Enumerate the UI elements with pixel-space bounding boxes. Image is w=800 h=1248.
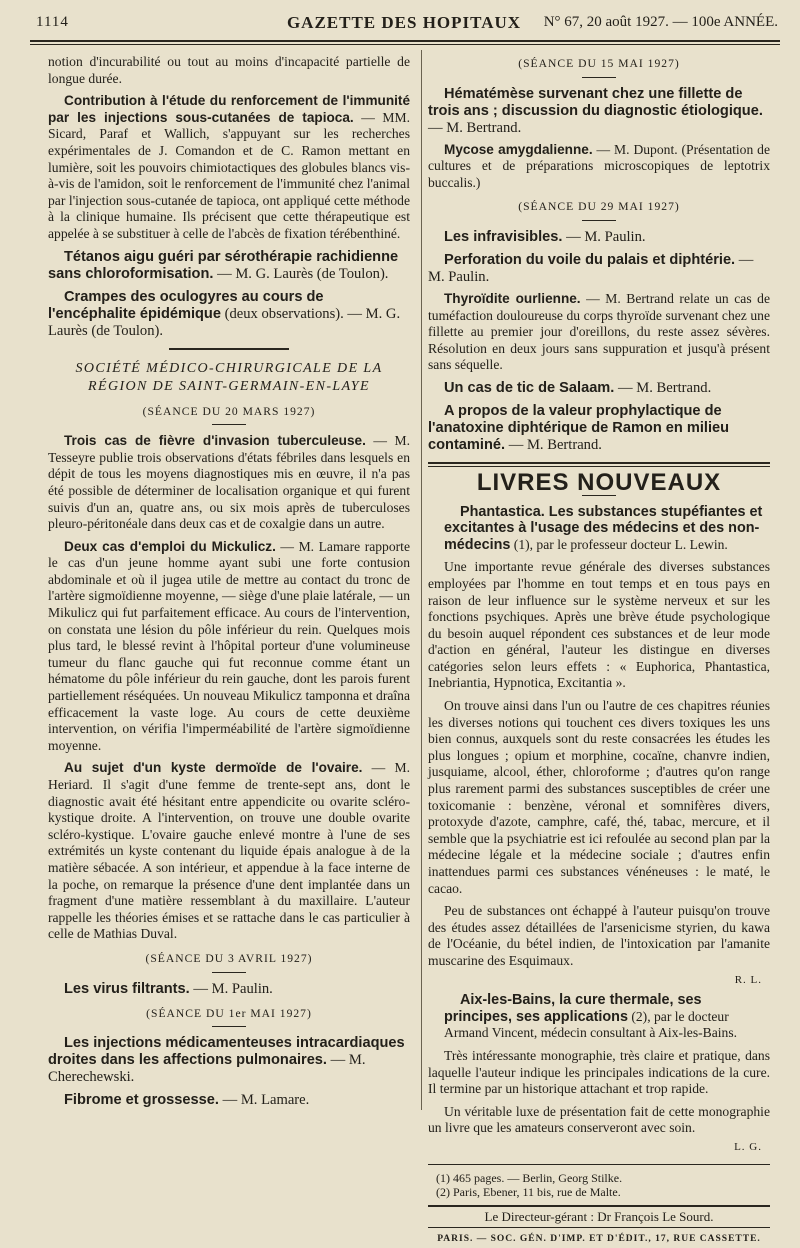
article (48, 760, 410, 943)
paragraph: Très intéressante monographie, très claire et pratique, dans laquelle l'auteur indique les principales indications de la cure. Il termine par un historique attachant et trop rapide. (428, 1047, 770, 1097)
article-heading (428, 229, 770, 246)
issue-info: N° 67, 20 août 1927. — 100e ANNÉE. (543, 14, 778, 30)
footnote: (1) 465 pages. — Berlin, Georg Stilke. (436, 1170, 623, 1185)
article (48, 539, 410, 755)
paragraph: Un véritable luxe de présentation fait de cette monographie un livre que les amateurs conserveront avec soin. (428, 1103, 770, 1136)
session-date: (SÉANCE DU 3 AVRIL 1927) (145, 951, 313, 965)
article-title: Deux cas d'emploi du Mickulicz. (64, 538, 276, 554)
session-date: (SÉANCE DU 29 MAI 1927) (518, 200, 680, 214)
heading-title: Un cas de tic de Salaam. (444, 379, 615, 396)
article-title: Mycose amygdalienne. (444, 141, 593, 157)
heading-author: — M. Paulin. (189, 980, 273, 997)
article-title: Au sujet d'un kyste dermoïde de l'ovaire. (64, 760, 363, 776)
article-body: — MM. Sicard, Paraf et Wallich, s'appuyant sur les recherches expérimentales de J. Comandon et de C. Ramon mettant en lumière, soit les pouvoirs chimiotactiques des globules blancs vis-à-vis de l'amidon, soit le renforcement de l'immunité chez l'animal par l'injection sous-cutanée de tapioca, ont appliqué cette méthode à la clinique humaine. Ils précisent que cette thérapeutique est appelée à se substituer à celle de l'abcès de fixation térébenthiné. (48, 109, 410, 241)
book-author: (2), par le docteur Armand Vincent, médecin consultant à Aix-les-Bains. (444, 1008, 738, 1041)
short-rule (582, 77, 616, 78)
article-heading (428, 403, 770, 454)
article (428, 142, 770, 192)
heading-author: (deux observations). — M. G. Laurès (de Toulon). (48, 305, 401, 339)
article-heading (428, 380, 770, 397)
paragraph: On trouve ainsi dans l'un ou l'autre de ces chapitres réunies les diverses notions qui touchent ces divers toxiques les uns bien connus, auxquels sont du reste consacrées les études les plus longues ; opium et morphine, cocaïne, chanvre indien, jusquiame, alcool, éther, chloroforme ; d'autres qu'on range plus rarement parmi des substances susceptibles de créer une toxicomanie : benzène, véronal et somnifères divers, protoxyde d'azote, camphre, café, thé, tabac, mercure, et il semble que la psychiatrie est ici refoulée au second plan par la médecine légale et la médecine sociale ; d'autres enfin inattendues parmi ces substances vénéneuses : le maté, le cacao. (428, 698, 770, 896)
heading-title: Fibrome et grossesse. (64, 1092, 219, 1109)
publisher-line: Le Directeur-gérant : Dr François Le Sourd. (428, 1205, 770, 1229)
header-rule-thin (30, 44, 780, 45)
page-header (30, 8, 778, 38)
heading-author: — M. Paulin. (562, 228, 646, 245)
book-heading (428, 992, 770, 1042)
section-double-rule (428, 462, 770, 467)
section-title: LIVRES NOUVEAUX (476, 468, 722, 496)
journal-title: GAZETTE DES HOPITAUX (286, 13, 522, 32)
heading-author: — M. Lamare. (218, 1092, 310, 1109)
article-title: Trois cas de fièvre d'invasion tuberculeuse. (64, 433, 366, 449)
heading-title: Tétanos aigu guéri par sérothérapie rachidienne sans chloroformisation. (48, 248, 399, 282)
session-date: (SÉANCE DU 1er MAI 1927) (146, 1006, 312, 1020)
footnotes (428, 1164, 770, 1199)
article-body: — M. Heriard. Il s'agit d'une femme de trente-sept ans, dont le diagnostic avait été hésitant entre appendicite ou ovarite scléro-kystique droite. A l'intervention, on trouve une double ovarite scléro-kystique. L'ovaire gauche enlevé montre à l'une de ses extrémités un kyste contenant du liquide épais analogue à de la matière sébacée. A son intérieur, et appendue à la face interne de la poche, on remarque la présence d'une dent implantée dans un fragment d'une matière ressemblant à du maxillaire. L'auteur rappelle les théories émises et se rattache dans le cas particulier à celle de Mathias Duval. (48, 760, 410, 942)
right-column (428, 54, 770, 1248)
article (428, 291, 770, 374)
article (48, 93, 410, 242)
article-heading (48, 249, 410, 283)
article-heading (48, 1035, 410, 1086)
article-heading (428, 86, 770, 137)
article (48, 433, 410, 533)
heading-title: Les virus filtrants. (64, 980, 190, 997)
short-rule (582, 220, 616, 221)
society-title: SOCIÉTÉ MÉDICO-CHIRURGICALE DE LA RÉGION DE SAINT-GERMAIN-EN-LAYE (75, 360, 383, 394)
printer-imprint: PARIS. — SOC. GÉN. D'IMP. ET D'ÉDIT., 17, RUE CASSETTE. (437, 1234, 761, 1245)
short-rule (212, 972, 246, 973)
heading-title: A propos de la valeur prophylactique de l'anatoxine diphtérique de Ramon en milieu contaminé. (428, 402, 730, 453)
heading-author: — M. G. Laurès (de Toulon). (213, 265, 389, 282)
article-heading (48, 1092, 410, 1109)
article-title: Thyroïdite ourlienne. (444, 290, 581, 306)
book-author: (1), par le professeur docteur L. Lewin. (510, 536, 728, 552)
heading-author: — M. Cherechewski. (48, 1052, 366, 1086)
paragraph: Une importante revue générale des diverses substances employées par l'homme en tout temps et en tous pays en raison de leur influence sur le système nerveux et sur les fonctions psychiques. Après une brève étude psychologique du besoin auquel répondent ces substances et de leur mode d'action en général, l'auteur les distingue en diverses catégories selon leurs effets : « Euphorica, Phantastica, Inebriantia, Hypnotica, Excitantia ». (428, 559, 770, 691)
article-heading (428, 252, 770, 286)
signature: L. G. (734, 1140, 762, 1153)
heading-title: Crampes des oculogyres au cours de l'encéphalite épidémique (48, 288, 324, 322)
heading-title: Perforation du voile du palais et diphtérie. (444, 251, 736, 268)
article-body: — M. Bertrand relate un cas de tuméfaction douloureuse du corps thyroïde survenant chez une fillette au premier jour d'oreillons, du reste assez sévères. Résolution en deux jours sans suppuration et jusqu'à présent sans séquelle. (428, 290, 771, 373)
heading-title: Hématémèse survenant chez une fillette de trois ans ; discussion du diagnostic étiologique. (428, 85, 763, 119)
heading-author: — M. Bertrand. (428, 119, 522, 136)
heading-title: Les injections médicamenteuses intracardiaques droites dans les affections pulmonaires. (48, 1035, 405, 1069)
header-rule (30, 40, 780, 42)
short-rule (212, 1026, 246, 1027)
session-date: (SÉANCE DU 15 MAI 1927) (518, 57, 680, 70)
page-number: 1114 (36, 14, 69, 30)
column-divider (421, 50, 422, 1110)
article-body: — M. Dupont. (Présentation de cultures et de préparations microscopiques de leptotrix buccalis.) (428, 141, 771, 190)
book-title: Phantastica. Les substances stupéfiantes et excitantes à l'usage des médecins et des non-médecins (444, 503, 763, 553)
heading-author: — M. Paulin. (428, 251, 754, 285)
article-title: Contribution à l'étude du renforcement de l'immunité par les injections sous-cutanées de tapioca. (48, 93, 410, 125)
article-heading (48, 981, 410, 998)
left-column (48, 54, 410, 1114)
section-rule (169, 348, 289, 350)
book-heading (428, 504, 770, 554)
article-body: — M. Lamare rapporte le cas d'un jeune homme ayant subi une forte contusion abdominale et où il jugea utile de mettre au contact du tronc de l'artère sigmoïdienne moyenne, — siège d'une plaie latérale, — un Mikulicz qui fut parfaitement efficace. Au cours de l'intervention, on constata une lésion du pôle inférieur du rein. Quelques mois plus tard, le blessé revint à l'hôpital porteur d'une volumineuse tumeur du flanc gauche qui fut reconnue comme étant un hématome du pôle inférieur du rein gauche, dont les parois furent partiellement réséquées. Un nouveau Mikulicz tamponna et draîna efficacement la vaste loge. Au cours de cette deuxième intervention, on vérifia l'imperméabilité de l'artère sigmoïdienne moyenne. (48, 538, 410, 753)
article-body: — M. Tesseyre publie trois observations d'états fébriles dans lesquels en dépit de tous les moyens diagnostiques mis en œuvre, il n'a pas été possible de déterminer de localisation organique et qui furent suivis d'un an, quatre ans, ou six mois après de tuberculoses pleuro-péritonéale dans deux cas et de coxalgie dans un autre. (48, 433, 410, 532)
book-title: Aix-les-Bains, la cure thermale, ses principes, ses applications (444, 992, 702, 1025)
short-rule (212, 424, 246, 425)
signature: R. L. (734, 973, 762, 986)
heading-author: — M. Bertrand. (505, 436, 602, 453)
footnote: (2) Paris, Ebener, 11 bis, rue de Malte. (436, 1184, 621, 1199)
heading-author: — M. Bertrand. (614, 379, 712, 396)
article-heading (48, 289, 410, 340)
paragraph: notion d'incurabilité ou tout au moins d'incapacité partielle de longue durée. (48, 54, 410, 86)
heading-title: Les infravisibles. (444, 228, 563, 245)
paragraph: Peu de substances ont échappé à l'auteur puisqu'on trouve des études assez détaillées de l'arsenicisme styrien, du kawa de l'Océanie, du bétel indien, de l'intoxication par l'amanite muscarine des Esquimaux. (428, 903, 770, 968)
session-date: (SÉANCE DU 20 MARS 1927) (142, 404, 316, 418)
